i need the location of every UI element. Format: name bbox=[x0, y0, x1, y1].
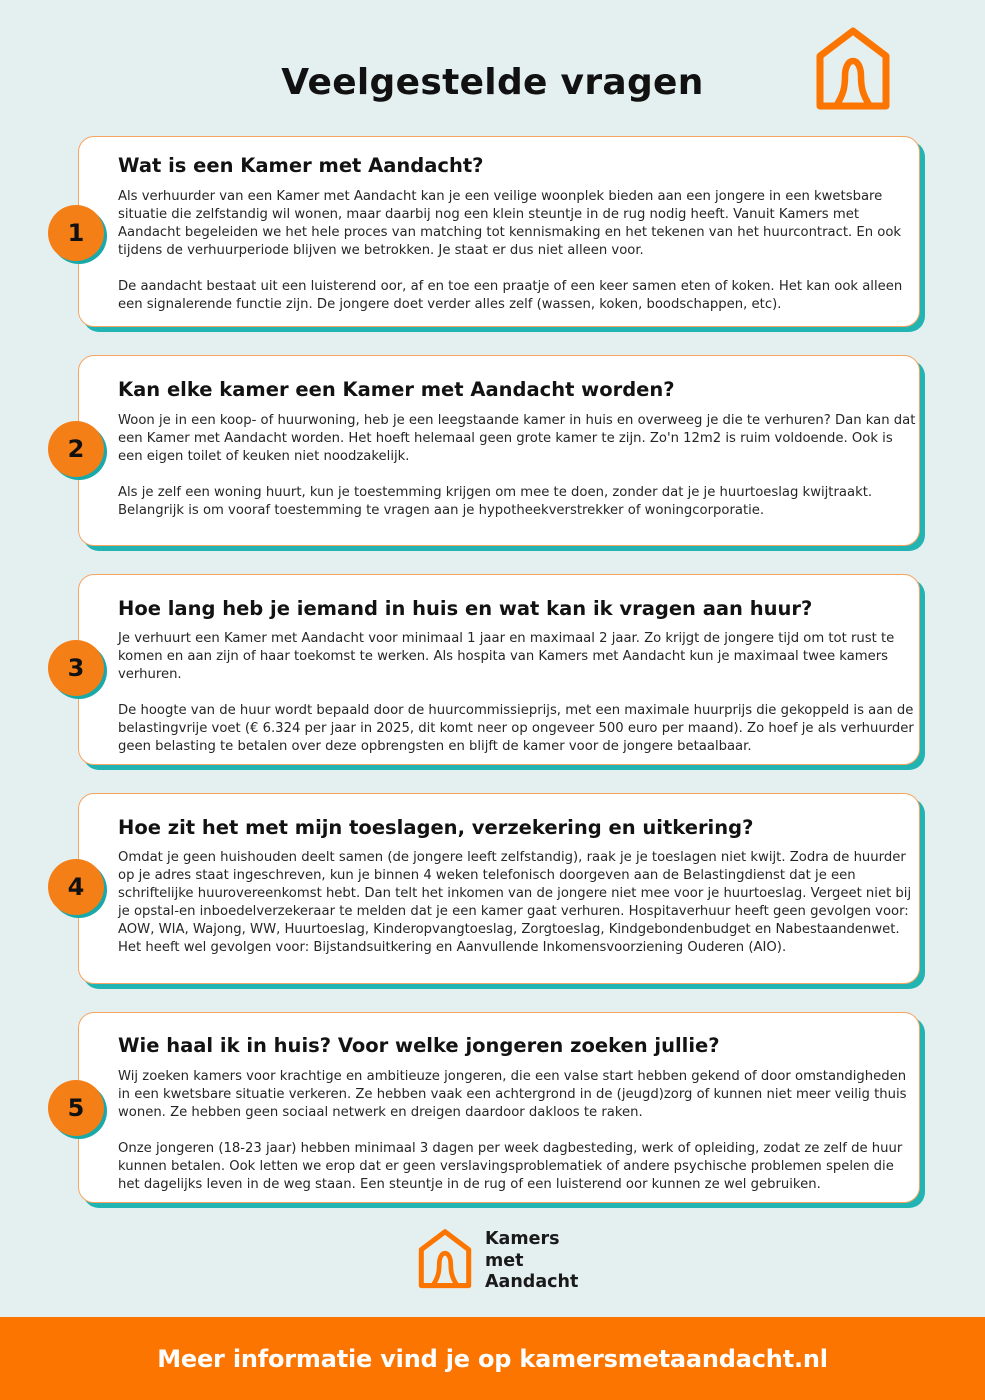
faq-paragraph: Woon je in een koop- of huurwoning, heb je een leegstaande kamer in huis en overweeg je die te verhuren? Dan kan dat een Kamer met Aandacht worden. Het hoeft helemaal geen grote kamer te zijn. Zo'n 12m2 is ruim voldoende. Ook is een eigen toilet of keuken niet noodzakelijk. bbox=[118, 413, 916, 464]
brand-line: Aandacht bbox=[485, 1272, 579, 1292]
faq-paragraph: Als verhuurder van een Kamer met Aandacht kan je een veilige woonplek bieden aan een jongere in een kwetsbare situatie die zelfstandig wil wonen, maar daarbij nog een klein steuntje in de rug nodig heeft. Vanuit Kamers met Aandacht begeleiden we het hele proces van matching tot kennismaking en het tekenen van het huurcontract. En ook tijdens de verhuurperiode blijven we betrokken. Je staat er dus niet alleen voor. bbox=[118, 189, 902, 258]
faq-answer bbox=[118, 188, 918, 314]
house-logo-icon bbox=[417, 1228, 473, 1290]
faq-answer bbox=[118, 630, 918, 756]
house-logo-icon bbox=[814, 26, 892, 112]
page-title: Veelgestelde vragen bbox=[281, 62, 704, 103]
faq-paragraph: Je verhuurt een Kamer met Aandacht voor minimaal 1 jaar en maximaal 2 jaar. Zo krijgt de jongere tijd om tot rust te komen en aan zijn of haar toekomst te werken. Als hospita van Kamers met Aandacht kun je maximaal twee kamers verhuren. bbox=[118, 631, 895, 682]
faq-answer bbox=[118, 1068, 918, 1194]
faq-number-badge: 1 bbox=[48, 205, 104, 261]
faq-paragraph: Als je zelf een woning huurt, kun je toestemming krijgen om mee te doen, zonder dat je je huurtoeslag kwijtraakt. Belangrijk is om vooraf toestemming te vragen aan je hypotheekverstrekker of woningcorporatie. bbox=[118, 485, 873, 518]
faq-number-badge: 5 bbox=[48, 1080, 104, 1136]
faq-question: Wat is een Kamer met Aandacht? bbox=[118, 154, 484, 177]
brand-wordmark bbox=[485, 1229, 578, 1294]
faq-paragraph: Onze jongeren (18-23 jaar) hebben minimaal 3 dagen per week dagbesteding, werk of opleiding, zodat ze zelf de huur kunnen betalen. Ook letten we erop dat er geen verslavingsproblematiek of andere psychische problemen spelen die het dagelijks leven in de weg staan. Een steuntje in de rug of een luisterend oor kunnen ze wel gebruiken. bbox=[118, 1141, 903, 1192]
faq-question: Hoe lang heb je iemand in huis en wat kan ik vragen aan huur? bbox=[118, 597, 813, 620]
faq-question: Wie haal ik in huis? Voor welke jongeren zoeken jullie? bbox=[118, 1034, 720, 1057]
faq-number-badge: 3 bbox=[48, 640, 104, 696]
faq-paragraph: De hoogte van de huur wordt bepaald door de huurcommissieprijs, met een maximale huurprijs die gekoppeld is aan de belastingvrije voet (€ 6.324 per jaar in 2025, dit komt neer op ongeveer 500 euro per maand). Zo hoef je als verhuurder geen belasting te betalen over deze opbrengsten en blijft de kamer voor de jongere betaalbaar. bbox=[118, 703, 914, 754]
brand-line: Kamers bbox=[485, 1229, 560, 1249]
faq-number-badge: 4 bbox=[48, 859, 104, 915]
faq-card-1 bbox=[78, 136, 920, 327]
faq-paragraph: Omdat je geen huishouden deelt samen (de jongere leeft zelfstandig), raak je je toeslagen niet kwijt. Zodra de huurder op je adres staat ingeschreven, kun je binnen 4 weken telefonisch doorgeven aan de Belastingdienst dat je een schriftelijke huurovereenkomst hebt. Dan telt het inkomen van de jongere niet mee voor je huurtoeslag. Vergeet niet bij je opstal-en inboedelverzekeraar te melden dat je een kamer gaat verhuren. Hospitaverhuur heeft geen gevolgen voor: AOW, WIA, Wajong, WW, Huurtoeslag, Kinderopvangtoeslag, Zorgtoeslag, Kindgebondenbudget en Nabestaandenwet. Het heeft wel gevolgen voor: Bijstandsuitkering en Aanvullende Inkomensvoorziening Ouderen (AIO). bbox=[118, 850, 912, 955]
faq-question: Kan elke kamer een Kamer met Aandacht worden? bbox=[118, 378, 675, 401]
footer-banner bbox=[0, 1317, 985, 1400]
faq-question: Hoe zit het met mijn toeslagen, verzekering en uitkering? bbox=[118, 816, 754, 839]
faq-card-2 bbox=[78, 355, 920, 546]
faq-number-badge: 2 bbox=[48, 421, 104, 477]
faq-card-5 bbox=[78, 1012, 920, 1203]
faq-answer bbox=[118, 849, 918, 957]
brand-line: met bbox=[485, 1250, 524, 1271]
faq-answer bbox=[118, 412, 918, 520]
footer-link-text[interactable]: Meer informatie vind je op kamersmetaandacht.nl bbox=[157, 1344, 828, 1373]
faq-card-3 bbox=[78, 574, 920, 765]
faq-paragraph: De aandacht bestaat uit een luisterend oor, af en toe een praatje of een keer samen eten of koken. Het kan ook alleen een signalerende functie zijn. De jongere doet verder alles zelf (wassen, koken, boodschappen, etc). bbox=[118, 279, 903, 312]
faq-paragraph: Wij zoeken kamers voor krachtige en ambitieuze jongeren, die een valse start hebben gekend of door omstandigheden in een kwetsbare situatie verkeren. Ze hebben vaak een achtergrond in de (jeugd)zorg of kunnen niet meer veilig thuis wonen. Ze hebben geen sociaal netwerk en dreigen daardoor dakloos te raken. bbox=[118, 1069, 907, 1120]
faq-card-4 bbox=[78, 793, 920, 984]
